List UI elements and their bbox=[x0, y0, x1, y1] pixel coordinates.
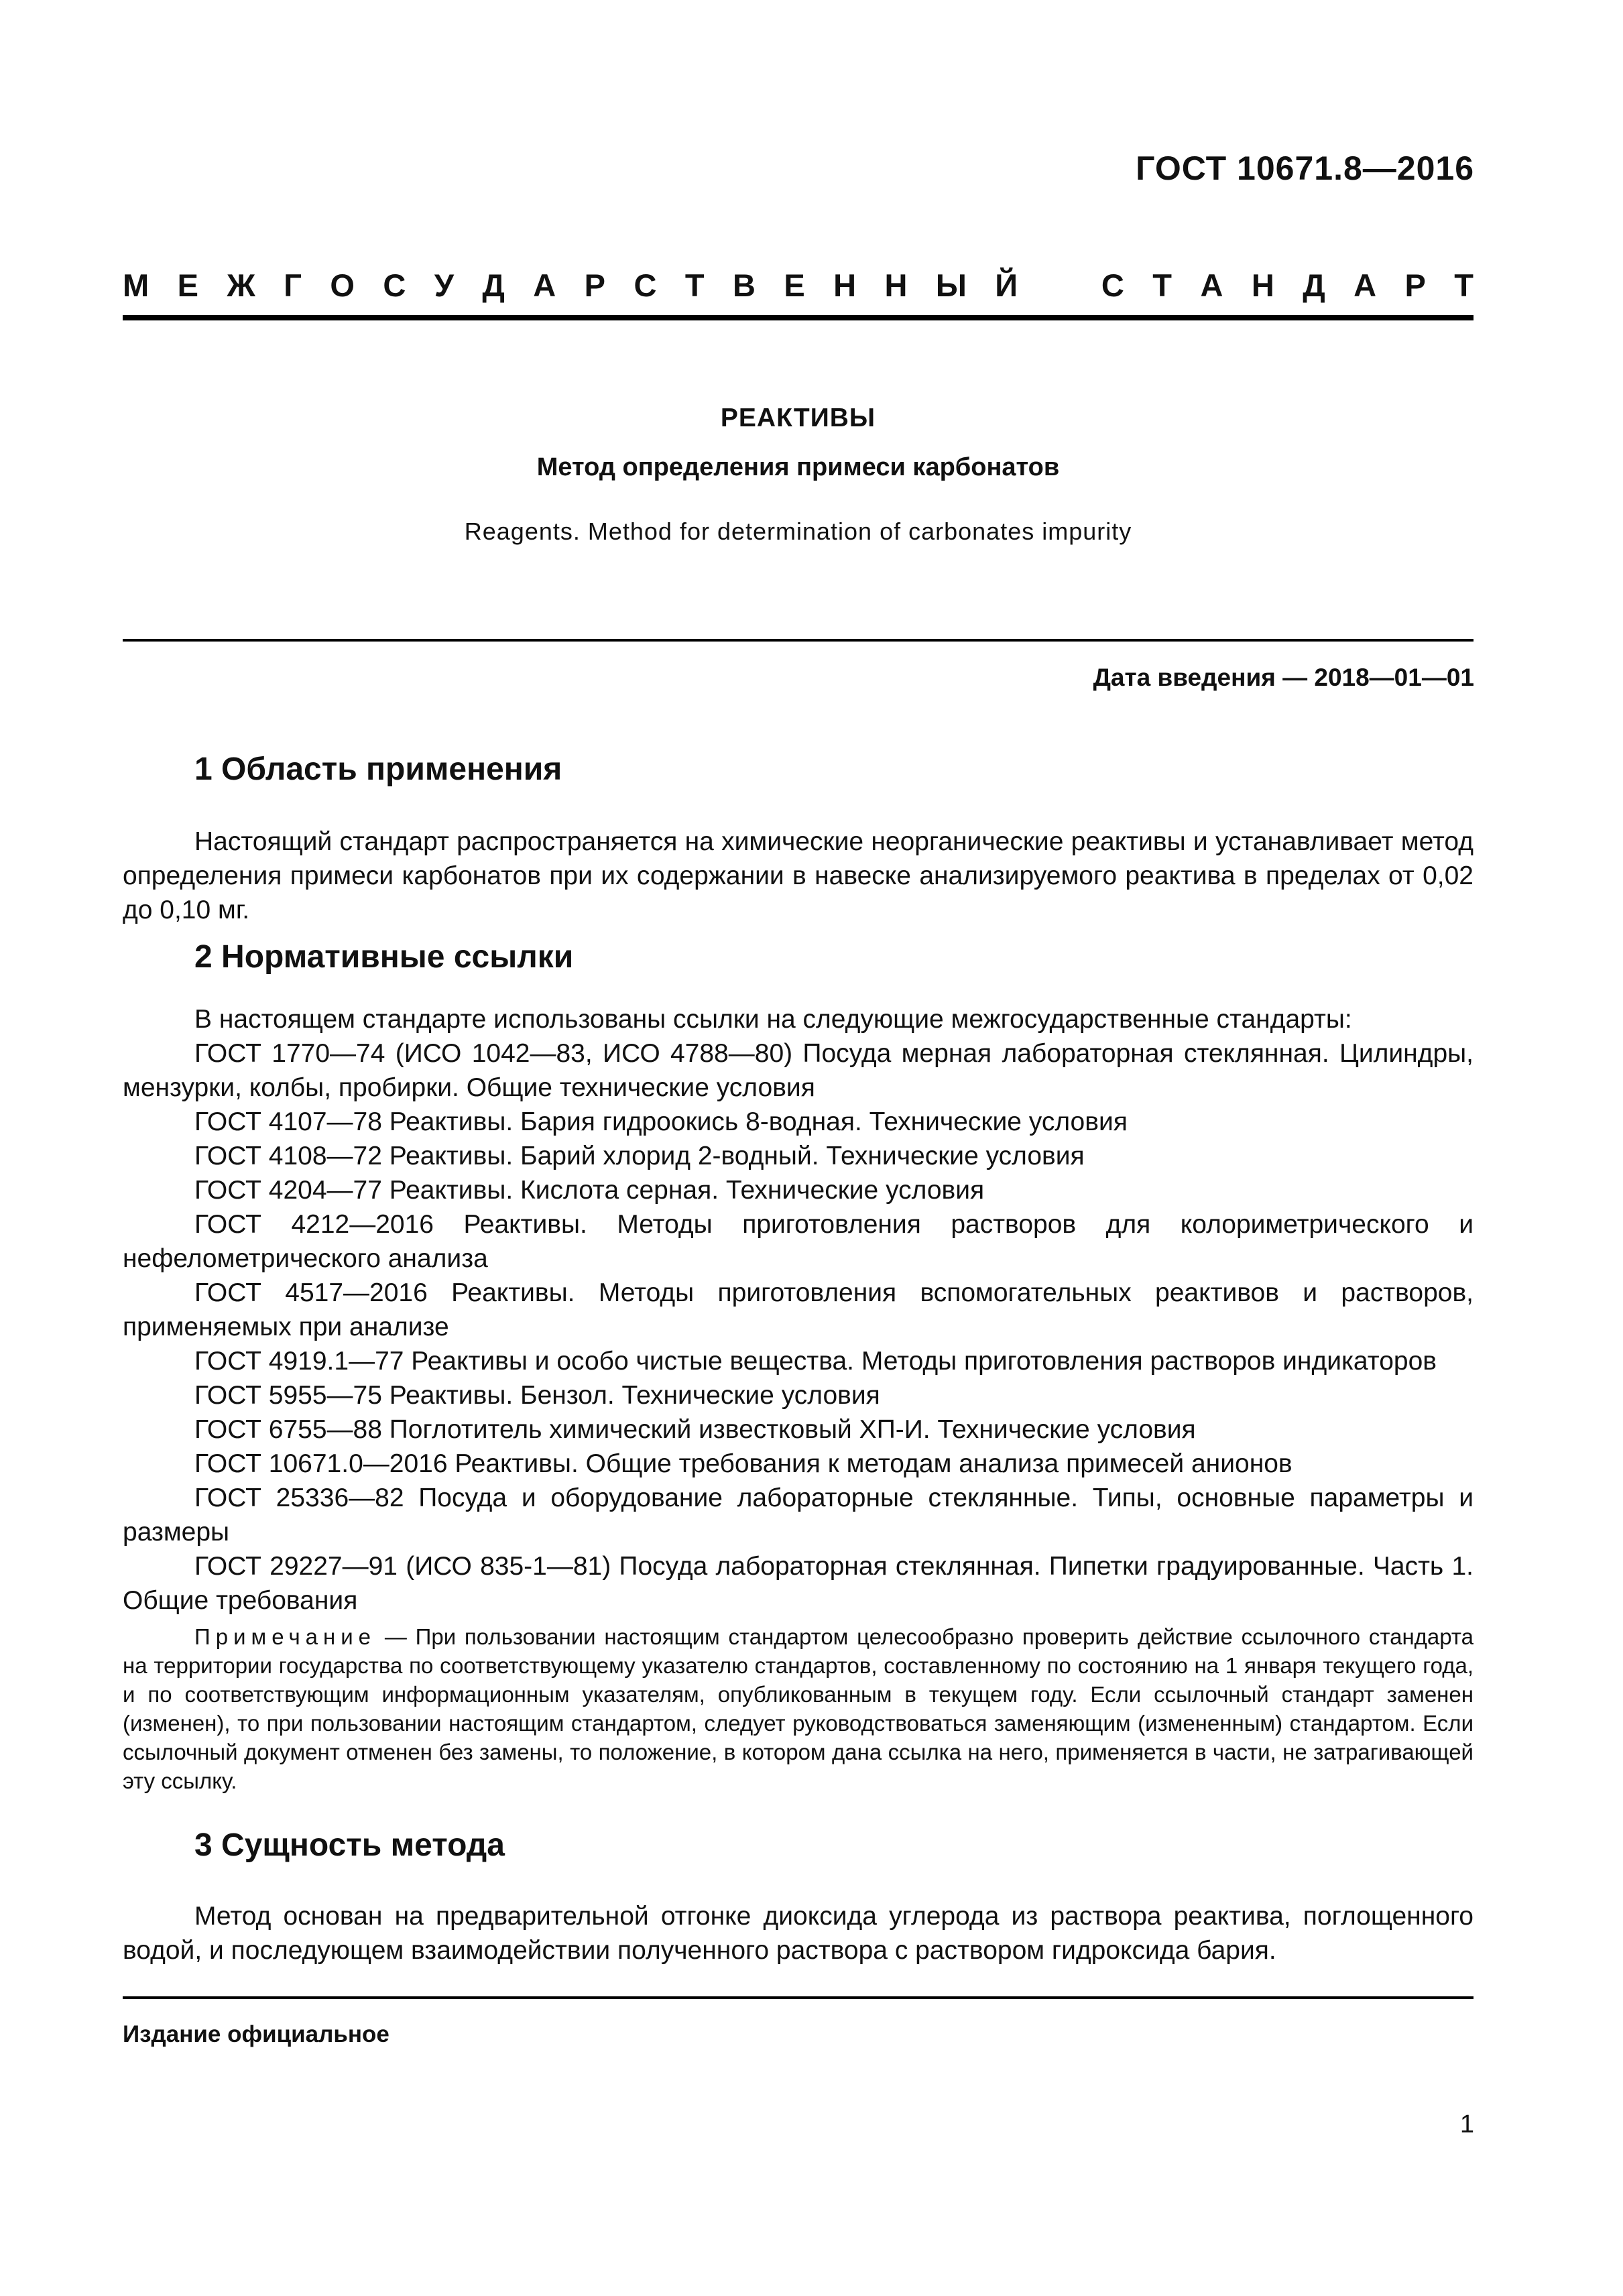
standard-title: РЕАКТИВЫ bbox=[720, 404, 876, 432]
footer-rule bbox=[123, 1996, 1474, 1999]
reference-item: ГОСТ 4107—78 Реактивы. Бария гидроокись 8-водная. Технические условия bbox=[194, 1107, 1128, 1136]
introduction-date: Дата введения — 2018—01—01 bbox=[1093, 664, 1474, 691]
banner-letter: Д bbox=[1303, 267, 1325, 303]
section-3-heading: 3 Сущность метода bbox=[194, 1827, 505, 1863]
banner-letter: Н bbox=[833, 267, 857, 303]
banner-letter: Т bbox=[684, 267, 705, 303]
section-2-heading: 2 Нормативные ссылки bbox=[194, 939, 574, 975]
reference-item: ГОСТ 5955—75 Реактивы. Бензол. Технические условия bbox=[194, 1381, 880, 1410]
banner-gap bbox=[1046, 267, 1073, 304]
reference-item: ГОСТ 4204—77 Реактивы. Кислота серная. Технические условия bbox=[194, 1176, 985, 1205]
banner-letter: С bbox=[383, 267, 406, 303]
normative-references bbox=[123, 1002, 1474, 1618]
note-label: Примечание bbox=[194, 1624, 377, 1649]
banner-letter: Р bbox=[584, 267, 606, 303]
official-edition-label: Издание официальное bbox=[123, 2021, 389, 2047]
banner-letter: Н bbox=[1251, 267, 1274, 303]
reference-item: ГОСТ 10671.0—2016 Реактивы. Общие требования к методам анализа примесей анионов bbox=[194, 1449, 1293, 1478]
document-number: ГОСТ 10671.8—2016 bbox=[1136, 149, 1474, 187]
title-rule bbox=[123, 639, 1474, 642]
header-rule bbox=[123, 315, 1474, 320]
banner-letter: Ы bbox=[935, 267, 967, 303]
banner-letter: У bbox=[434, 267, 454, 303]
banner-letter: С bbox=[634, 267, 657, 303]
section-1-text: Настоящий стандарт распространяется на химические неорганические реактивы и устанавливает метод определения примеси карбонатов при их содержании в навеске анализируемого реактива в пределах от 0,02 до 0,10 мг. bbox=[123, 827, 1474, 924]
section-3-text: Метод основан на предварительной отгонке диоксида углерода из раствора реактива, поглощенного водой, и последующем взаимодействии полученного раствора с раствором гидроксида бария. bbox=[123, 1902, 1474, 1965]
reference-item: ГОСТ 25336—82 Посуда и оборудование лабораторные стеклянные. Типы, основные параметры и размеры bbox=[123, 1484, 1474, 1547]
banner-letter: М bbox=[123, 267, 149, 303]
banner-letter: О bbox=[330, 267, 355, 303]
reference-item: ГОСТ 4212—2016 Реактивы. Методы приготовления растворов для колориметрического и нефелометрического анализа bbox=[123, 1210, 1474, 1273]
standard-english-title: Reagents. Method for determination of carbonates impurity bbox=[464, 518, 1132, 545]
page-number: 1 bbox=[1459, 2110, 1474, 2138]
standard-subtitle: Метод определения примеси карбонатов bbox=[536, 453, 1060, 481]
banner-letter: А bbox=[533, 267, 556, 303]
banner-letter: А bbox=[1200, 267, 1223, 303]
banner-letter: Н bbox=[884, 267, 908, 303]
reference-item: ГОСТ 4108—72 Реактивы. Барий хлорид 2-водный. Технические условия bbox=[194, 1142, 1085, 1170]
section-1-body bbox=[123, 825, 1474, 927]
banner-letter: Т bbox=[1454, 267, 1474, 303]
reference-item: ГОСТ 29227—91 (ИСО 835-1—81) Посуда лабораторная стеклянная. Пипетки градуированные. Часть 1. Общие требования bbox=[123, 1552, 1474, 1615]
banner-letter: Г bbox=[284, 267, 302, 303]
references-note bbox=[123, 1622, 1474, 1795]
banner-letter: Ж bbox=[227, 267, 255, 303]
section-1-heading: 1 Область применения bbox=[194, 751, 562, 787]
banner-letter: Е bbox=[177, 267, 198, 303]
banner-letter: Т bbox=[1152, 267, 1173, 303]
interstate-standard-banner bbox=[123, 267, 1474, 304]
banner-letter: В bbox=[732, 267, 756, 303]
reference-item: ГОСТ 1770—74 (ИСО 1042—83, ИСО 4788—80) Посуда мерная лабораторная стеклянная. Цилиндры, мензурки, колбы, пробирки. Общие технические условия bbox=[123, 1039, 1474, 1102]
reference-item: ГОСТ 4919.1—77 Реактивы и особо чистые вещества. Методы приготовления растворов индикаторов bbox=[194, 1347, 1437, 1376]
banner-letter: С bbox=[1101, 267, 1124, 303]
section-3-body bbox=[123, 1899, 1474, 1968]
references-intro: В настоящем стандарте использованы ссылки на следующие межгосударственные стандарты: bbox=[194, 1005, 1352, 1034]
note-text: — При пользовании настоящим стандартом целесообразно проверить действие ссылочного стандарта на территории государства по соответствующему указателю стандартов, составленному по состоянию на 1 января текущего года, и по соответствующим информационным указателям, опубликованным в текущем году. Если ссылочный стандарт заменен (изменен), то при пользовании настоящим стандартом, следует руководствоваться заменяющим (измененным) стандартом. Если ссылочный документ отменен без замены, то положение, в котором дана ссылка на него, применяется в части, не затрагивающей эту ссылку. bbox=[123, 1624, 1474, 1793]
reference-item: ГОСТ 6755—88 Поглотитель химический известковый ХП-И. Технические условия bbox=[194, 1415, 1196, 1444]
reference-item: ГОСТ 4517—2016 Реактивы. Методы приготовления вспомогательных реактивов и растворов, применяемых при анализе bbox=[123, 1278, 1474, 1341]
banner-letter: А bbox=[1354, 267, 1377, 303]
banner-letter: Р bbox=[1404, 267, 1426, 303]
banner-letter: Д bbox=[482, 267, 505, 303]
banner-letter: Й bbox=[995, 267, 1018, 303]
banner-letter: Е bbox=[784, 267, 805, 303]
